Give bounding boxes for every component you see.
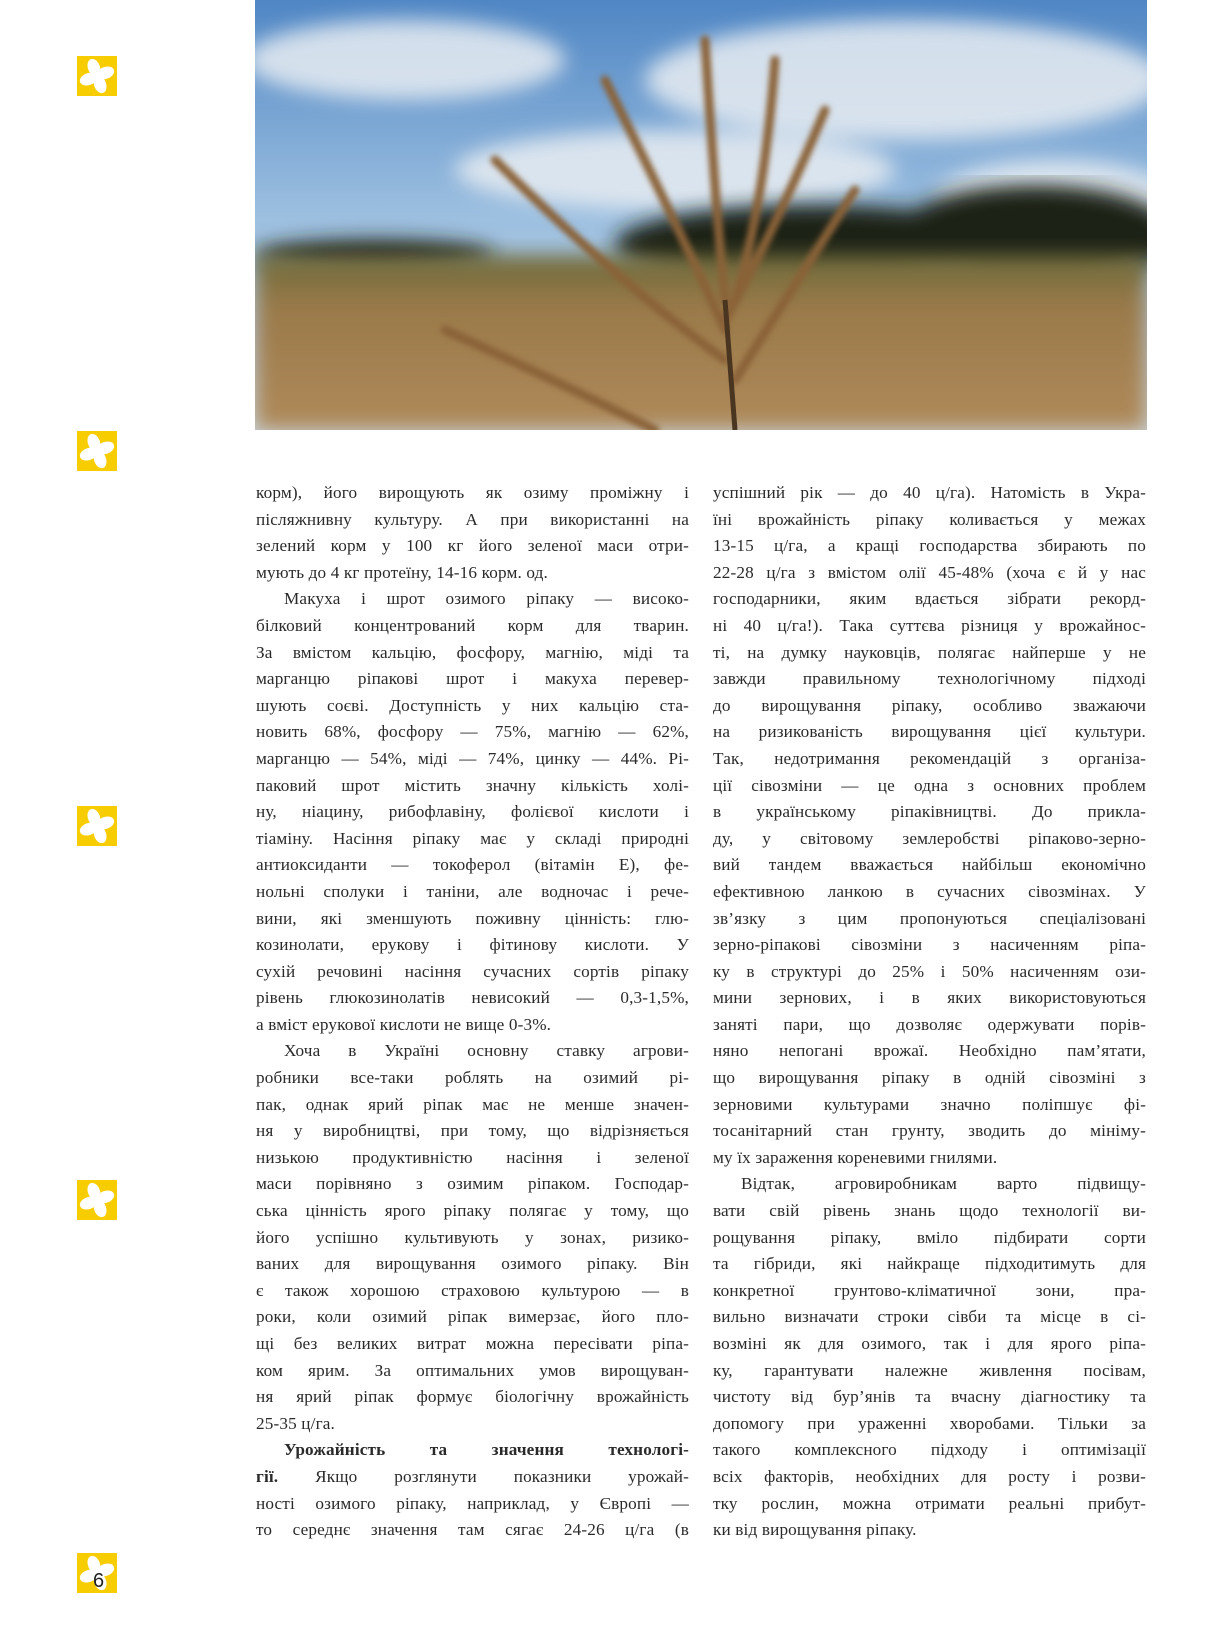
- text-line: до вирощування ріпаку, особливо зважаючи: [713, 695, 1146, 715]
- text-line: паковий шрот містить значну кількість холі-: [256, 775, 689, 795]
- text-line: мують до 4 кг протеїну, 14-16 корм. од.: [256, 562, 548, 582]
- text-line: завжди правильному технологічному підході: [713, 669, 1146, 689]
- text-line: зерновими культурами значно поліпшує фі-: [713, 1094, 1146, 1114]
- text-line: мини зернових, і в яких використовуються: [713, 988, 1146, 1008]
- text-line: маси порівняно з озимим ріпаком. Господар-: [256, 1174, 689, 1194]
- text-line: ефективною ланкою в сучасних сівозмінах. У: [713, 881, 1146, 901]
- text-line: всіх факторів, необхідних для росту і розви-: [713, 1466, 1146, 1486]
- text-line: ні 40 ц/га!). Така суттєва різниця у врожайнос-: [713, 615, 1146, 635]
- page-number: 6: [93, 1570, 105, 1592]
- text-line: ваних для вирощування озимого ріпаку. Він: [256, 1254, 689, 1274]
- text-line: Відтак, агровиробникам варто підвищу-: [741, 1174, 1146, 1194]
- text-line: його успішно культивують у зонах, ризико-: [256, 1227, 689, 1247]
- text-column-right: [713, 480, 1146, 1544]
- text-line: в українському ріпаківництві. До прикла-: [713, 802, 1146, 822]
- text-line: шують соєві. Доступність у них кальцію ста-: [256, 695, 689, 715]
- text-line: на ризикованість вирощування цієї культури.: [713, 722, 1146, 742]
- text-line: тосанітарний стан грунту, зводить до мініму-: [713, 1121, 1146, 1141]
- text-line: марганцю ріпакові шрот і макуха перевер-: [256, 669, 689, 689]
- text-line: вильно визначати строки сівби та місце в сі-: [713, 1307, 1146, 1327]
- text-line: новить 68%, фосфору — 75%, магнію — 62%,: [256, 722, 689, 742]
- text-line: Макуха і шрот озимого ріпаку — високо-: [284, 589, 689, 609]
- text-line: рівень глюкозинолатів невисокий — 0,3-1,5%,: [256, 988, 689, 1008]
- text-line: такого комплексного підходу і оптимізації: [713, 1440, 1146, 1460]
- text-line: щі без великих витрат можна пересівати ріпа-: [256, 1334, 689, 1353]
- flower-logo-icon: [77, 431, 117, 471]
- section-heading: Урожайність та значення технологі-: [284, 1440, 689, 1460]
- text-line: [256, 1437, 689, 1464]
- text-line: та гібриди, які найкраще підходитимуть для: [713, 1254, 1146, 1274]
- text-line: тку рослин, можна отримати реальні прибут-: [713, 1493, 1146, 1513]
- text-line: білковий концентрований корм для тварин.: [256, 615, 689, 635]
- text-line: няно непогані врожаї. Необхідно пам’ятати,: [713, 1041, 1146, 1061]
- text-line: рощування ріпаку, вміло підбирати сорти: [713, 1227, 1146, 1247]
- text-column-left: [256, 480, 689, 1544]
- text-line: вати свій рівень знань щодо технології ви-: [713, 1201, 1146, 1221]
- text-line: вий тандем вважається найбільш економічно: [713, 855, 1146, 875]
- text-line: то середнє значення там сягає 24-26 ц/га (в: [256, 1520, 689, 1540]
- text-line: 22-28 ц/га з вмістом олії 45-48% (хоча є й у нас: [713, 562, 1146, 582]
- text-line: За вмістом кальцію, фосфору, магнію, міді та: [256, 642, 689, 662]
- text-line: возміні як для озимого, так і для ярого ріпа-: [713, 1334, 1146, 1353]
- text-line: господарники, яким вдається зібрати рекорд-: [713, 589, 1146, 609]
- text-line: а вміст ерукової кислоти не вище 0-3%.: [256, 1014, 552, 1034]
- text-line: ну, ніацину, рибофлавіну, фолієвої кислоти і: [256, 802, 689, 822]
- text-line: нольні сполуки і таніни, але водночас і рече-: [256, 881, 689, 901]
- text-line: робники все-таки роблять на озимий рі-: [256, 1068, 689, 1088]
- text-line: ку, гарантувати належне живлення посівам,: [713, 1360, 1146, 1380]
- flower-logo-icon: [77, 56, 117, 96]
- text-line: 25-35 ц/га.: [256, 1413, 335, 1433]
- text-line: успішний рік — до 40 ц/га). Натомість в Укра-: [713, 483, 1146, 502]
- text-line: сухій речовині насіння сучасних сортів ріпаку: [256, 961, 689, 981]
- flower-logo-icon: [77, 806, 117, 846]
- text-line: тіаміну. Насіння ріпаку має у складі природні: [256, 828, 689, 848]
- text-line: корм), його вирощують як озиму проміжну і: [256, 483, 689, 502]
- text-line: ції сівозміни — це одна з основних проблем: [713, 775, 1146, 795]
- text-line: му їх зараження кореневими гнилями.: [713, 1147, 998, 1167]
- text-line: ня у виробництві, при тому, що відрізняється: [256, 1121, 689, 1141]
- text-line: зерно-ріпакові сівозміни з насиченням ріпа-: [713, 935, 1146, 955]
- text-line: козинолати, ерукову і фітинову кислоти. У: [256, 935, 689, 955]
- text-line: ня ярий ріпак формує біологічну врожайність: [256, 1387, 689, 1407]
- rapeseed-pods-photo: [255, 0, 1147, 430]
- text-line: Так, недотримання рекомендацій з організа-: [713, 748, 1146, 768]
- text-line: 13-15 ц/га, а кращі господарства збирають по: [713, 536, 1146, 556]
- text-line: ду, у світовому землеробстві ріпаково-зерно-: [713, 828, 1146, 848]
- text-line: низькою продуктивністю насіння і зеленої: [256, 1147, 689, 1167]
- text-line: заняті пари, що дозволяє одержувати порів-: [713, 1014, 1146, 1034]
- text-line: Хоча в Україні основну ставку агрови-: [284, 1041, 689, 1061]
- text-line: зелений корм у 100 кг його зеленої маси отри-: [256, 536, 689, 556]
- text-line: є також хорошою страховою культурою — в: [256, 1280, 689, 1300]
- text-line: допомогу при ураженні хворобами. Тільки за: [713, 1413, 1146, 1433]
- text-line: ті, на думку науковців, полягає найперше у не: [713, 642, 1146, 662]
- text-line: ком ярим. За оптимальних умов вирощуван-: [256, 1360, 689, 1380]
- text-line: марганцю — 54%, міді — 74%, цинку — 44%. Рі-: [256, 748, 689, 768]
- text-line: вини, які зменшують поживну цінність: глю-: [256, 908, 689, 928]
- text-line: конкретної грунтово-кліматичної зони, пра-: [713, 1280, 1146, 1300]
- text-line: їні врожайність ріпаку коливається у межах: [713, 509, 1146, 529]
- text-line: [256, 1464, 689, 1491]
- text-line: пак, однак ярий ріпак має не менше значен-: [256, 1094, 689, 1114]
- text-line: ку в структурі до 25% і 50% насиченням ози-: [713, 961, 1146, 981]
- text-line: ності озимого ріпаку, наприклад, у Європі —: [256, 1493, 689, 1513]
- text-line: післяжнивну культуру. А при використанні на: [256, 509, 689, 529]
- text-run: Якщо розглянути показники урожай-: [278, 1466, 689, 1486]
- text-line: чистоту від бур’янів та вчасну діагностику та: [713, 1387, 1146, 1407]
- text-line: роки, коли озимий ріпак вимерзає, його пло-: [256, 1307, 689, 1327]
- flower-logo-icon: [77, 1180, 117, 1220]
- text-line: зв’язку з цим пропонуються спеціалізовані: [713, 908, 1146, 928]
- text-line: що вирощування ріпаку в одній сівозміні з: [713, 1068, 1146, 1088]
- text-line: антиоксиданти — токоферол (вітамін Е), фе-: [256, 855, 689, 875]
- text-line: ська цінність ярого ріпаку полягає у тому, що: [256, 1201, 689, 1221]
- text-line: ки від вирощування ріпаку.: [713, 1520, 917, 1540]
- section-heading: гії.: [256, 1466, 279, 1486]
